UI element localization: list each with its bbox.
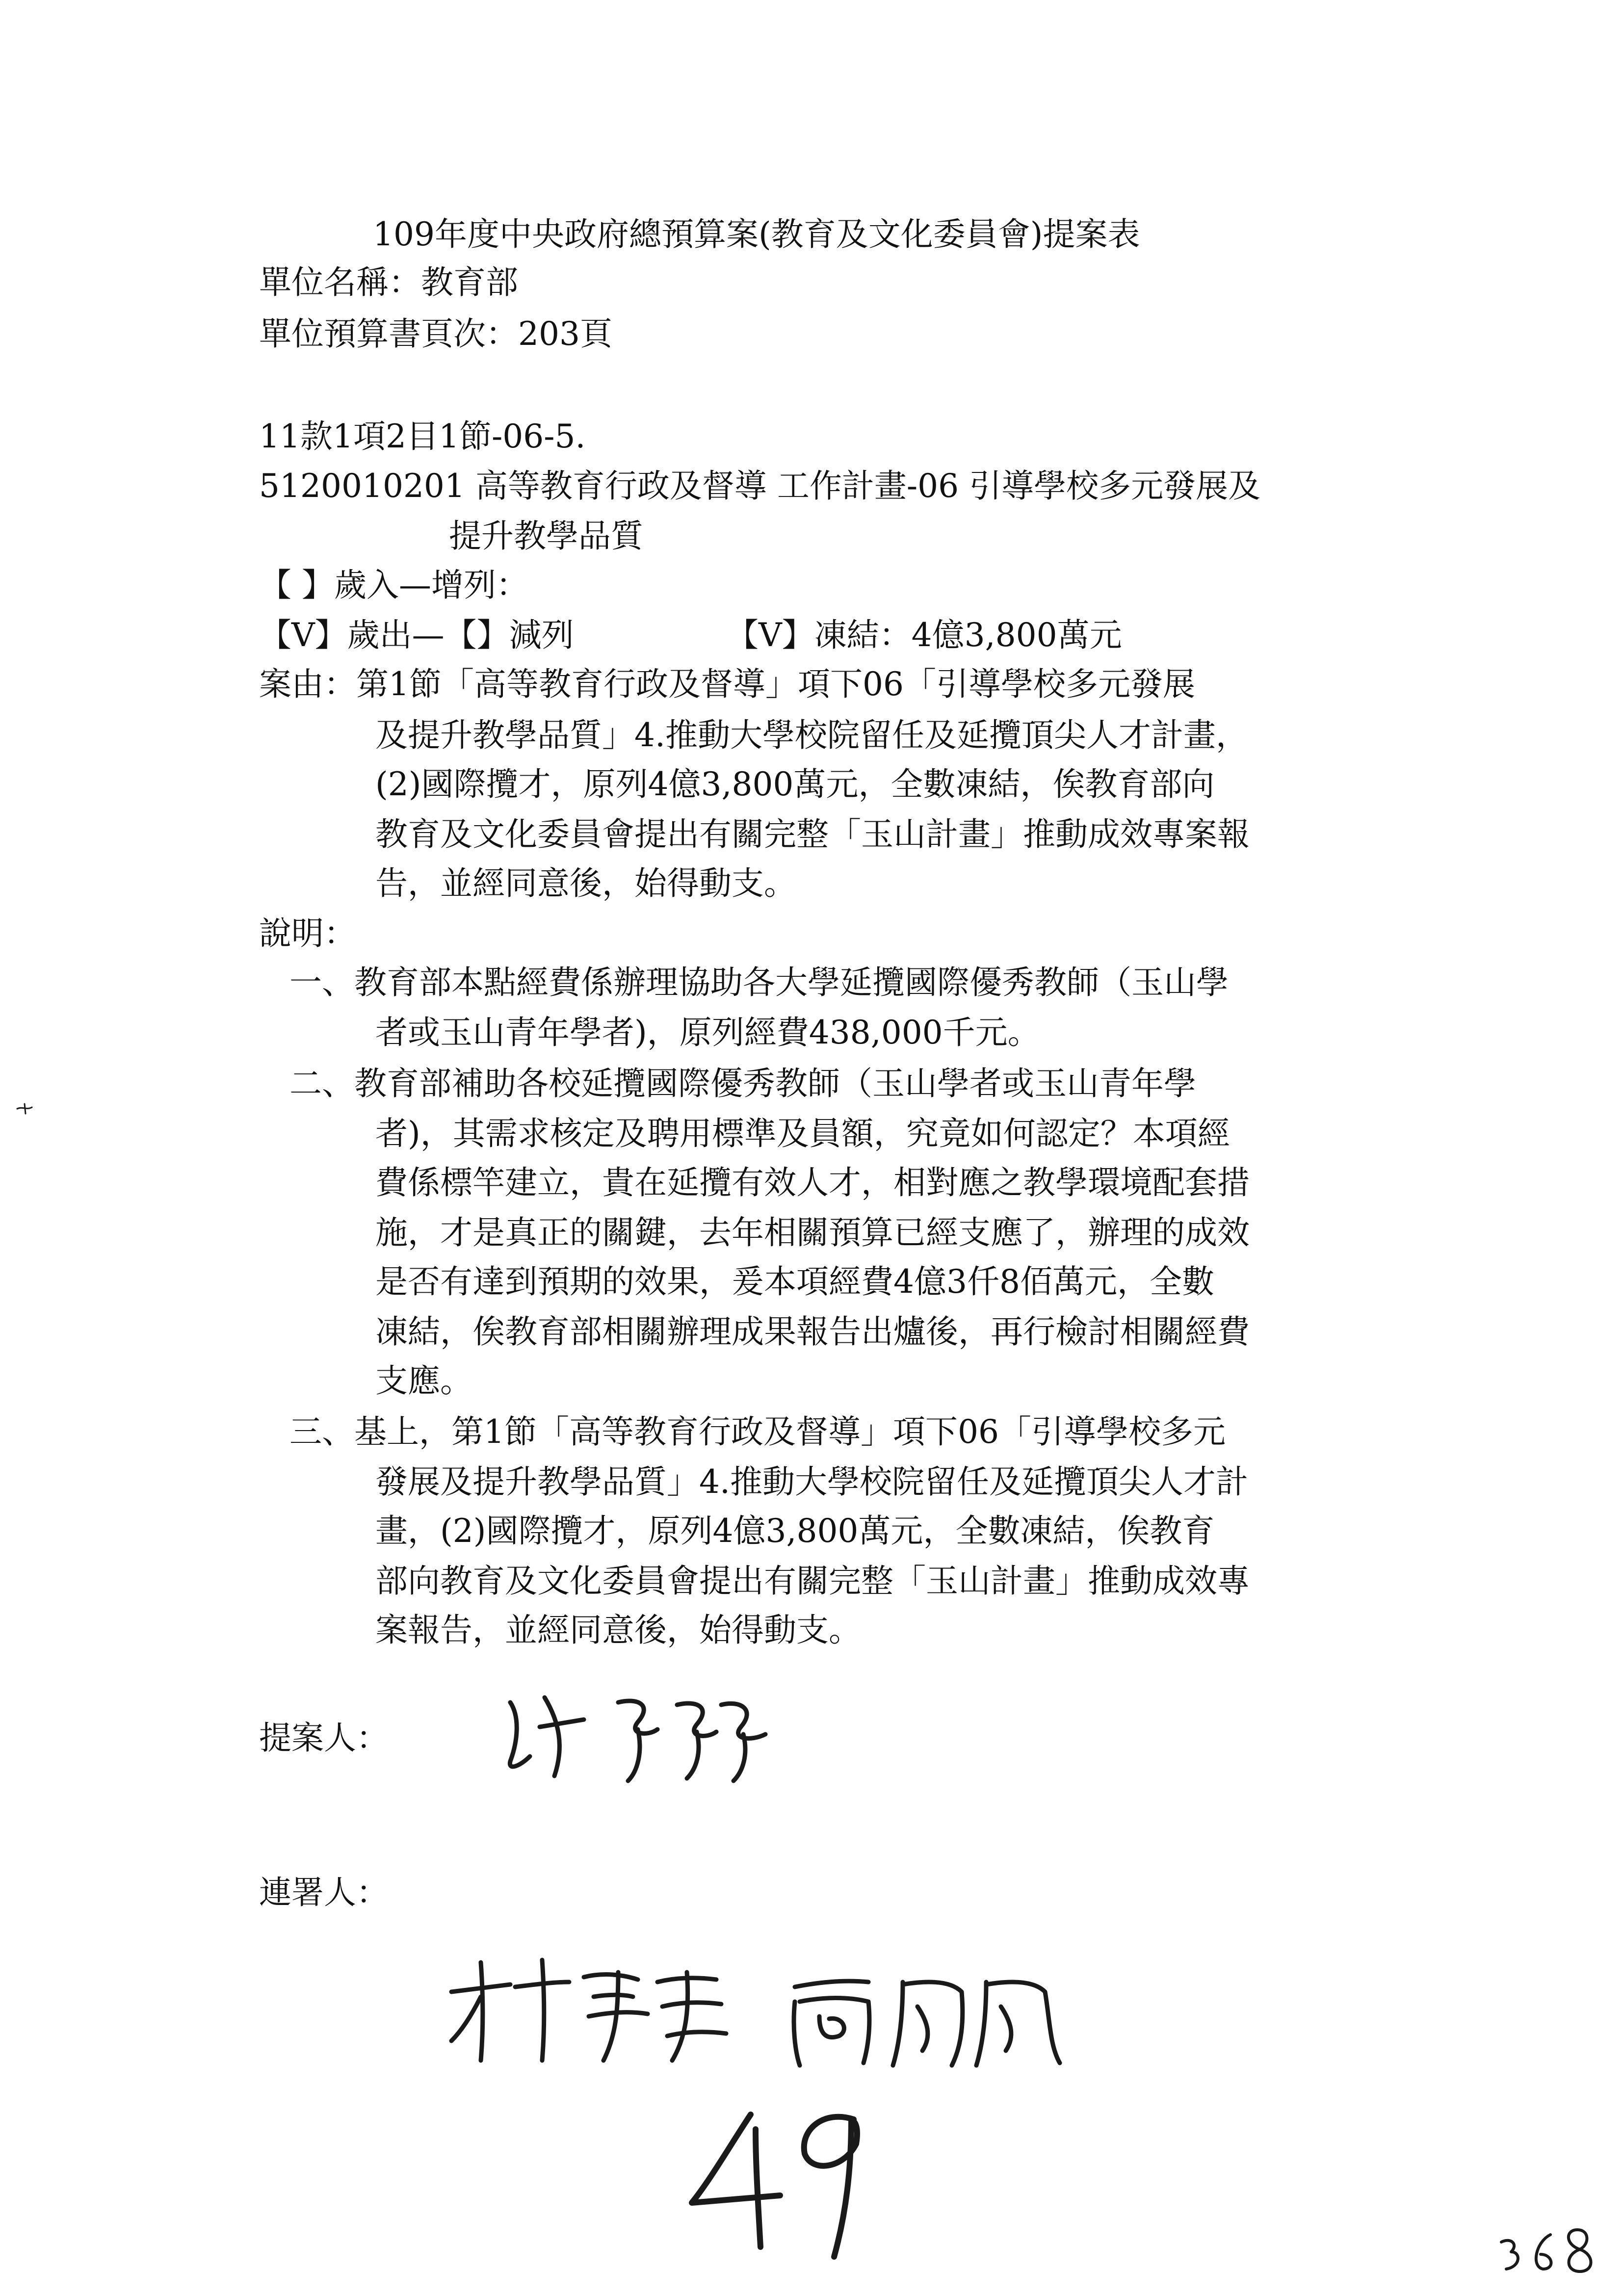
- scan-mark: [15, 1101, 39, 1116]
- proposer-label: 提案人：: [259, 1719, 389, 1757]
- freeze-line: 【V】凍結：4億3,800萬元: [726, 616, 1122, 654]
- revenue-line: 【 】歲入—增列：: [259, 566, 528, 604]
- reason-line: 案由：第1節「高等教育行政及督導」項下06「引導學校多元發展: [259, 665, 1195, 703]
- point-3-line: 案報告，並經同意後，始得動支。: [375, 1611, 861, 1649]
- reason-line: 及提升教學品質」4.推動大學校院留任及延攬頂尖人才計畫，: [375, 716, 1248, 754]
- reason-line: (2)國際攬才，原列4億3,800萬元，全數凍結，俟教育部向: [375, 765, 1215, 803]
- reason-line: 教育及文化委員會提出有關完整「玉山計畫」推動成效專案報: [375, 815, 1250, 853]
- point-3-line: 發展及提升教學品質」4.推動大學校院留任及延攬頂尖人才計: [375, 1463, 1248, 1501]
- cosigner-signature-2: [775, 1962, 1079, 2075]
- unit-name: 單位名稱：教育部: [259, 263, 518, 301]
- reason-line: 告，並經同意後，始得動支。: [375, 864, 796, 902]
- point-1-line: 一、教育部本點經費係辦理協助各大學延攬國際優秀教師（玉山學: [289, 964, 1229, 1001]
- point-3-line: 畫，(2)國際攬才，原列4億3,800萬元，全數凍結，俟教育: [375, 1512, 1215, 1550]
- point-3-line: 部向教育及文化委員會提出有關完整「玉山計畫」推動成效專: [375, 1562, 1250, 1600]
- handwritten-page-number: [677, 2100, 883, 2267]
- program-line-2: 提升教學品質: [449, 517, 643, 555]
- proposer-signature: [491, 1683, 810, 1791]
- point-3-line: 三、基上，第1節「高等教育行政及督導」項下06「引導學校多元: [289, 1413, 1226, 1451]
- cosigner-signature-1: [442, 1953, 736, 2070]
- point-2-line: 是否有達到預期的效果，爰本項經費4億3仟8佰萬元，全數: [375, 1263, 1214, 1301]
- unit-budget-page: 單位預算書頁次：203頁: [259, 315, 612, 353]
- handwritten-corner-mark: [1496, 2222, 1604, 2281]
- point-2-line: 費係標竿建立，貴在延攬有效人才，相對應之教學環境配套措: [375, 1164, 1250, 1201]
- page-title: 109年度中央政府總預算案(教育及文化委員會)提案表: [373, 215, 1140, 253]
- point-2-line: 凍結，俟教育部相關辦理成果報告出爐後，再行檢討相關經費: [375, 1313, 1250, 1351]
- point-2-line: 施，才是真正的關鍵，去年相關預算已經支應了，辦理的成效: [375, 1214, 1250, 1252]
- expenditure-line: 【V】歲出—【】減列: [259, 616, 574, 654]
- point-2-line: 二、教育部補助各校延攬國際優秀教師（玉山學者或玉山青年學: [289, 1065, 1196, 1102]
- cosigner-label: 連署人：: [259, 1874, 389, 1911]
- point-2-line: 者)，其需求核定及聘用標準及員額，究竟如何認定？本項經: [375, 1115, 1230, 1152]
- explanation-label: 說明：: [259, 914, 356, 952]
- point-1-line: 者或玉山青年學者)，原列經費438,000千元。: [375, 1014, 1040, 1051]
- section-code: 11款1項2目1節-06-5.: [259, 417, 586, 455]
- point-2-line: 支應。: [375, 1362, 472, 1400]
- program-line-1: 5120010201 高等教育行政及督導 工作計畫-06 引導學校多元發展及: [259, 467, 1261, 505]
